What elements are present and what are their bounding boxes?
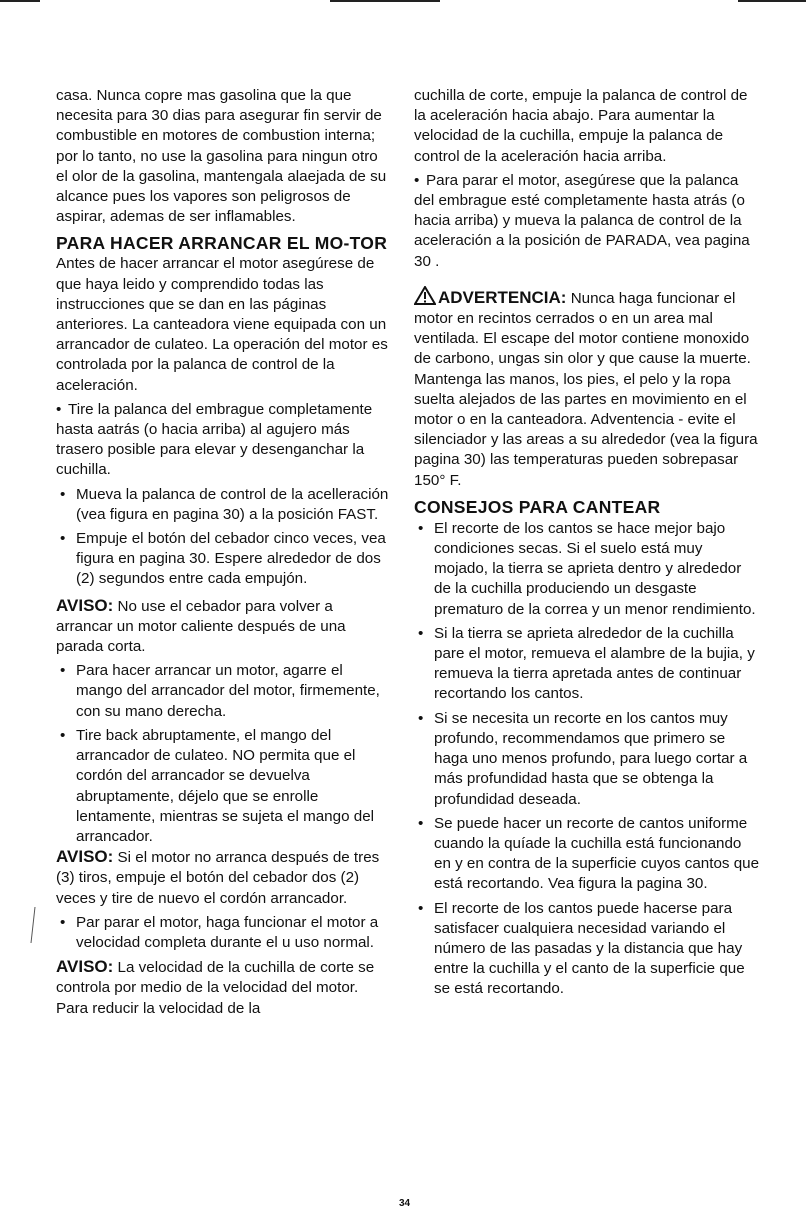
bullet-dot: •	[56, 400, 62, 418]
bullet-dot: •	[418, 624, 424, 642]
section-heading-edging-tips: CONSEJOS PARA CANTEAR	[414, 496, 661, 517]
bullet-dot: •	[60, 662, 66, 680]
bullet-item	[56, 485, 390, 525]
bullet-item	[56, 913, 390, 953]
bullet-text: Par parar el motor, haga funcionar el motor a velocidad completa durante el u uso normal.	[76, 913, 379, 951]
bullet-dot: •	[60, 913, 66, 931]
bullet-text: Tire back abruptamente, el mango del arrancador de culateo. NO permita que el cordón del arrancador se devuelva abruptamente, déjelo que se enrolle lentamente, mientras se sujeta el mango del arrancador.	[76, 726, 375, 845]
bullet-dot: •	[60, 530, 66, 548]
bullet-text: Para hacer arrancar un motor, agarre el mango del arrancador del motor, firmemente, con su mano derecha.	[76, 662, 380, 720]
bullet-item	[56, 726, 390, 847]
tip-item	[414, 814, 760, 895]
bullet-item	[56, 529, 390, 590]
bullet-text: Empuje el botón del cebador cinco veces, vea figura en pagina 30. Espere alrededor de dos (2) segundos entre cada empujón.	[76, 530, 386, 588]
notice-text: La velocidad de la cuchilla de corte se controla por medio de la velocidad del motor. Para reducir la velocidad de la	[56, 959, 375, 1017]
intro-paragraph: casa. Nunca copre mas gasolina que la que necesita para 30 dias para asegurar fin servir de combustible en motores de combustion interna; por lo tanto, no use la gasolina para ningun otro el olor de la gasolina, mantengala alaejada de su alcance pues los vapores son peligrosos de aspirar, ademas de ser inflamables.	[56, 87, 387, 226]
notice-label: AVISO:	[56, 595, 114, 615]
page-number: 34	[399, 1198, 411, 1209]
tip-item	[414, 519, 760, 620]
notice-paragraph	[56, 847, 390, 909]
tip-text: El recorte de los cantos se hace mejor bajo condiciones secas. Si el suelo está muy mojado, la tierra se aprieta dentro y alrededor de la cuchilla produciendo un desgaste prematuro de la correa y un menor rendimiento.	[434, 519, 756, 618]
bullet-item	[56, 400, 390, 481]
bullet-dot: •	[60, 485, 66, 503]
start-paragraph: Antes de hacer arrancar el motor asegúrese de que haya leido y comprendido todas las instrucciones que se dan en las páginas anteriores. La canteadora viene equipada con un arrancador de culateo. La operación del motor es controlada por la palanca de control de la aceleración.	[56, 255, 388, 394]
bullet-dot: •	[418, 899, 424, 917]
tip-text: Se puede hacer un recorte de cantos uniforme cuando la quíade la cuchilla está funcionando en y en contra de la superficie cuyos cantos que está recortando. Vea figura la pagina 30.	[434, 814, 760, 893]
bullet-dot: •	[418, 519, 424, 537]
bullet-item	[56, 661, 390, 722]
warning-paragraph	[414, 286, 760, 491]
bullet-dot: •	[418, 709, 424, 727]
notice-paragraph	[56, 596, 390, 658]
notice-label: AVISO:	[56, 957, 114, 977]
bullet-dot: •	[418, 814, 424, 832]
notice-label: AVISO:	[56, 847, 114, 867]
tip-text: Si se necesita un recorte en los cantos muy profundo, recommendamos que primero se haga uno menos profundo, para luego cortar a más profundidad hasta que se obtenga la profundidad deseada.	[434, 709, 748, 808]
notice-text: No use el cebador para volver a arrancar un motor caliente después de una parada corta.	[56, 597, 346, 656]
section-heading-start-engine: PARA HACER ARRANCAR EL MO-TOR	[56, 233, 388, 254]
tip-item	[414, 624, 760, 705]
bullet-text: Tire la palanca del embrague completamente hasta aatrás (o hacia arriba) al agujero más trasero posible para elevar y desenganchar la cuchilla.	[56, 400, 373, 479]
tip-text: Si la tierra se aprieta alrededor de la cuchilla pare el motor, remueva el alambre de la bujia, y remueva la tierra apretada antes de continuar recortando los cantos.	[434, 624, 755, 703]
bullet-dot: •	[60, 726, 66, 744]
bullet-text: Mueva la palanca de control de la acelleración (vea figura en pagina 30) a la posición FAST.	[76, 485, 389, 523]
bullet-text: Para parar el motor, asegúrese que la palanca del embrague esté completamente hasta atrás (o hacia arriba) y mueva la palanca de control de la aceleración a la posición de PARADA, vea pagina 30 .	[414, 171, 750, 270]
notice-paragraph	[56, 957, 390, 1019]
bullet-dot: •	[414, 171, 420, 189]
bullet-item	[414, 171, 760, 272]
warning-text: Nunca haga funcionar el motor en recintos cerrados o en un area mal ventilada. El escape del motor contiene monoxido de carbono, ungas sin olor y que cause la muerte. Mantenga las manos, los pies, el pelo y la ropa suelta alejados de las partes en movimiento en el motor o en la canteadora. Adventencia - evite el silenciador y las areas a su alrededor (vea la figura pagina 30) las temperaturas pueden sobrepasar 150° F.	[414, 289, 758, 489]
margin-pen-mark	[30, 905, 36, 945]
tip-text: El recorte de los cantos puede hacerse para satisfacer cualquiera necesidad variando el número de las pasadas y la distancia que hay entre la cuchilla y el canto de la superficie que se está recortando.	[434, 899, 745, 998]
warning-label: ADVERTENCIA:	[438, 287, 567, 307]
tip-item	[414, 899, 760, 1000]
warning-triangle-icon	[414, 286, 436, 305]
right-column	[414, 86, 760, 1000]
continued-paragraph: cuchilla de corte, empuje la palanca de control de la aceleración hacia abajo. Para aumentar la velocidad de la cuchilla, empuje la palanca de control de la aceleración hacia arriba.	[414, 87, 748, 165]
left-column	[56, 86, 390, 1019]
notice-text: Si el motor no arranca después de tres (3) tiros, empuje el botón del cebador dos (2) veces y tire de nuevo el cordón arrancador.	[56, 849, 380, 907]
tip-item	[414, 709, 760, 810]
